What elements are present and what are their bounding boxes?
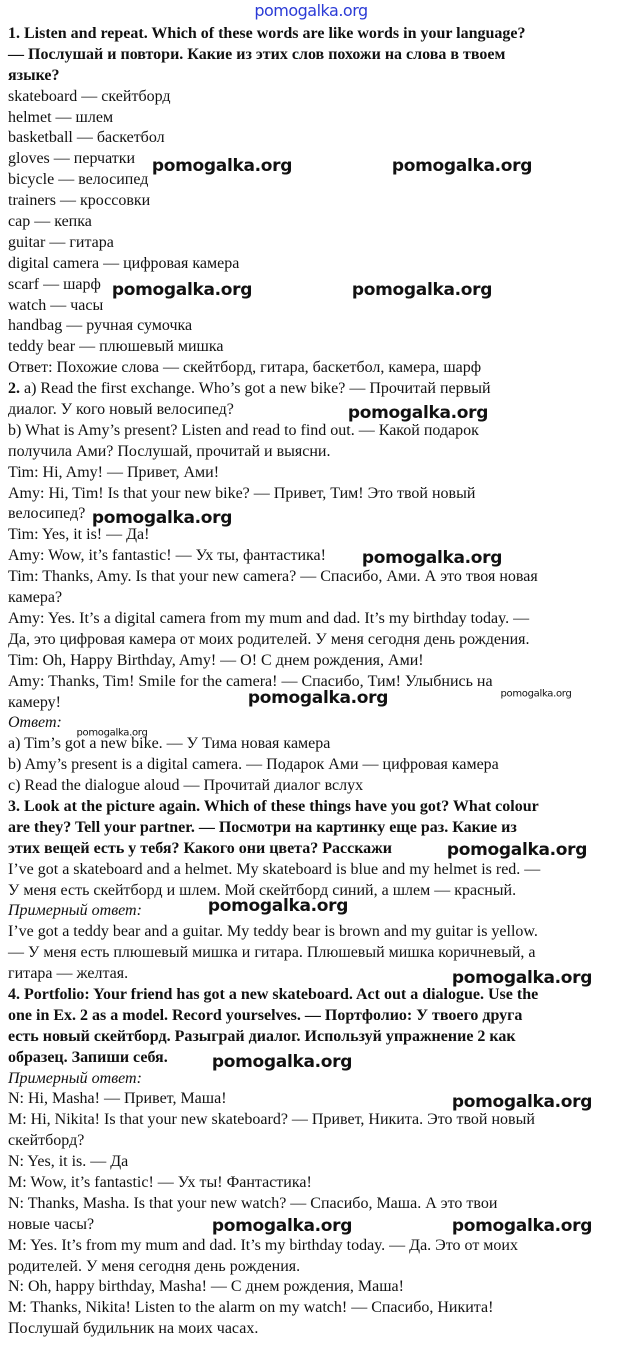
text-line bbox=[8, 609, 620, 630]
text-line bbox=[8, 1257, 620, 1278]
line-text: trainers — кроссовки bbox=[8, 192, 151, 210]
line-text: Да, это цифровая камера от моих родителей. У меня сегодня день рождения. bbox=[8, 630, 530, 648]
watermark: pomogalka.org bbox=[451, 1092, 593, 1112]
text-line bbox=[8, 860, 620, 881]
text-line bbox=[8, 588, 620, 609]
line-text: велосипед? bbox=[8, 505, 86, 523]
exercise-heading-line bbox=[8, 797, 620, 818]
line-text: Tim: Thanks, Amy. Is that your new camera? — Спасибо, Ами. А это твоя новая bbox=[8, 568, 538, 586]
exercise-heading-line bbox=[8, 1027, 620, 1048]
exercise-heading-line bbox=[8, 66, 620, 87]
watermark: pomogalka.org bbox=[391, 156, 533, 176]
line-text: камеру! bbox=[8, 693, 61, 711]
text-line bbox=[8, 463, 620, 484]
exercise-number: 2. bbox=[8, 380, 20, 398]
text-line bbox=[8, 254, 620, 275]
line-text: Amy: Wow, it’s fantastic! — Ух ты, фантастика! bbox=[8, 547, 326, 565]
line-text: are they? Tell your partner. — Посмотри на картинку еще раз. Какие из bbox=[8, 818, 517, 836]
text-line bbox=[8, 233, 620, 254]
text-line bbox=[8, 1131, 620, 1152]
line-text: есть новый скейтборд. Разыграй диалог. Используй упражнение 2 как bbox=[8, 1027, 516, 1045]
line-text: a) Read the first exchange. Who’s got a new bike? — Прочитай первый bbox=[20, 380, 491, 398]
text-line bbox=[8, 1173, 620, 1194]
text-line bbox=[8, 630, 620, 651]
line-text: Amy: Yes. It’s a digital camera from my mum and dad. It’s my birthday today. — bbox=[8, 609, 530, 627]
line-text: cap — кепка bbox=[8, 213, 92, 231]
line-text: N: Oh, happy birthday, Masha! — С днем рождения, Маша! bbox=[8, 1278, 404, 1296]
text-line bbox=[8, 1152, 620, 1173]
watermark: pomogalka.org bbox=[347, 403, 489, 423]
line-text: M: Yes. It’s from my mum and dad. It’s my birthday today. — Да. Это от моих bbox=[8, 1236, 518, 1254]
line-text: — У меня есть плюшевый мишка и гитара. Плюшевый мишка коричневый, а bbox=[8, 944, 536, 962]
text-line bbox=[8, 379, 620, 400]
line-text: диалог. У кого новый велосипед? bbox=[8, 401, 234, 419]
text-line bbox=[8, 87, 620, 108]
line-text: Послушай будильник на моих часах. bbox=[8, 1320, 259, 1338]
watermark: pomogalka.org bbox=[446, 840, 588, 860]
text-line bbox=[8, 1298, 620, 1319]
watermark: pomogalka.org bbox=[451, 1216, 593, 1236]
line-text: teddy bear — плюшевый мишка bbox=[8, 338, 224, 356]
text-line bbox=[8, 212, 620, 233]
text-line bbox=[8, 1277, 620, 1298]
text-line bbox=[8, 1236, 620, 1257]
line-text: новые часы? bbox=[8, 1215, 95, 1233]
text-line bbox=[8, 525, 620, 546]
watermark: pomogalka.org bbox=[207, 896, 349, 916]
site-watermark-header: pomogalka.org bbox=[254, 1, 368, 20]
line-text: skateboard — скейтборд bbox=[8, 87, 171, 105]
line-text: Tim: Yes, it is! — Да! bbox=[8, 526, 150, 544]
line-text: — Послушай и повтори. Какие из этих слов похожи на слова в твоем bbox=[8, 45, 506, 63]
line-text: handbag — ручная сумочка bbox=[8, 317, 193, 335]
line-text: 3. Look at the picture again. Which of these things have you got? What colour bbox=[8, 797, 539, 815]
watermark: pomogalka.org bbox=[351, 280, 493, 300]
line-text: У меня есть скейтборд и шлем. Мой скейтборд синий, а шлем — красный. bbox=[8, 881, 517, 899]
text-line bbox=[8, 651, 620, 672]
line-text: c) Read the dialogue aloud — Прочитай диалог вслух bbox=[8, 777, 364, 795]
text-line bbox=[8, 922, 620, 943]
line-text: Amy: Hi, Tim! Is that your new bike? — Привет, Тим! Это твой новый bbox=[8, 484, 476, 502]
line-text: N: Thanks, Masha. Is that your new watch? — Спасибо, Маша. А это твои bbox=[8, 1194, 498, 1212]
watermark: pomogalka.org bbox=[361, 548, 503, 568]
watermark: pomogalka.org bbox=[91, 508, 233, 528]
text-line bbox=[8, 943, 620, 964]
line-text: образец. Запиши себя. bbox=[8, 1048, 168, 1066]
watermark: pomogalka.org bbox=[211, 1216, 353, 1236]
line-text: digital camera — цифровая камера bbox=[8, 254, 240, 272]
line-text: helmet — шлем bbox=[8, 108, 114, 126]
exercise-heading-line bbox=[8, 45, 620, 66]
line-text: камера? bbox=[8, 589, 63, 607]
watermark: pomogalka.org bbox=[76, 727, 148, 739]
text-line bbox=[8, 316, 620, 337]
text-line bbox=[8, 442, 620, 463]
line-text: watch — часы bbox=[8, 296, 104, 314]
text-line bbox=[8, 337, 620, 358]
exercise-heading-line bbox=[8, 818, 620, 839]
line-text: этих вещей есть у тебя? Какого они цвета? Расскажи bbox=[8, 839, 392, 857]
line-text: M: Thanks, Nikita! Listen to the alarm on my watch! — Спасибо, Никита! bbox=[8, 1299, 494, 1317]
line-text: M: Hi, Nikita! Is that your new skateboard? — Привет, Никита. Это твой новый bbox=[8, 1111, 535, 1129]
text-line bbox=[8, 776, 620, 797]
text-line bbox=[8, 1110, 620, 1131]
text-line bbox=[8, 567, 620, 588]
line-text: 1. Listen and repeat. Which of these words are like words in your language? bbox=[8, 25, 526, 42]
line-text: скейтборд? bbox=[8, 1132, 85, 1150]
text-line bbox=[8, 128, 620, 149]
text-line bbox=[8, 1319, 620, 1340]
line-text: I’ve got a teddy bear and a guitar. My teddy bear is brown and my guitar is yellow. bbox=[8, 923, 538, 941]
line-text: gloves — перчатки bbox=[8, 150, 136, 168]
watermark: pomogalka.org bbox=[500, 688, 572, 700]
line-text: guitar — гитара bbox=[8, 233, 114, 251]
text-line bbox=[8, 191, 620, 212]
line-text: b) Amy’s present is a digital camera. — Подарок Ами — цифровая камера bbox=[8, 756, 499, 774]
line-text: Примерный ответ: bbox=[8, 902, 142, 920]
document-text bbox=[8, 24, 620, 1340]
watermark: pomogalka.org bbox=[247, 688, 389, 708]
line-text: гитара — желтая. bbox=[8, 965, 129, 983]
line-text: Tim: Oh, Happy Birthday, Amy! — О! С днем рождения, Ами! bbox=[8, 651, 424, 669]
line-text: Ответ: bbox=[8, 714, 62, 732]
exercise-heading-line bbox=[8, 1006, 620, 1027]
line-text: родителей. У меня сегодня день рождения. bbox=[8, 1257, 301, 1275]
line-text: I’ve got a skateboard and a helmet. My skateboard is blue and my helmet is red. — bbox=[8, 860, 541, 878]
text-line bbox=[8, 108, 620, 129]
watermark: pomogalka.org bbox=[211, 1052, 353, 1072]
line-text: M: Wow, it’s fantastic! — Ух ты! Фантастика! bbox=[8, 1173, 312, 1191]
line-text: N: Yes, it is. — Да bbox=[8, 1153, 129, 1171]
text-line bbox=[8, 400, 620, 421]
text-line bbox=[8, 275, 620, 296]
line-text: 4. Portfolio: Your friend has got a new skateboard. Act out a dialogue. Use the bbox=[8, 985, 539, 1003]
exercise-heading-line bbox=[8, 985, 620, 1006]
watermark: pomogalka.org bbox=[451, 968, 593, 988]
line-text: Ответ: Похожие слова — скейтборд, гитара, баскетбол, камера, шарф bbox=[8, 359, 482, 377]
text-line bbox=[8, 755, 620, 776]
text-line bbox=[8, 1194, 620, 1215]
text-line bbox=[8, 484, 620, 505]
line-text: Примерный ответ: bbox=[8, 1069, 142, 1087]
line-text: basketball — баскетбол bbox=[8, 129, 165, 147]
line-text: bicycle — велосипед bbox=[8, 171, 149, 189]
line-text: языке? bbox=[8, 66, 60, 84]
text-line bbox=[8, 358, 620, 379]
exercise-heading-line bbox=[8, 24, 620, 45]
line-text: Tim: Hi, Amy! — Привет, Ами! bbox=[8, 463, 220, 481]
watermark: pomogalka.org bbox=[151, 156, 293, 176]
text-line bbox=[8, 546, 620, 567]
text-line bbox=[8, 421, 620, 442]
line-text: one in Ex. 2 as a model. Record yourselves. — Портфолио: У твоего друга bbox=[8, 1006, 523, 1024]
line-text: scarf — шарф bbox=[8, 275, 101, 293]
watermark: pomogalka.org bbox=[111, 280, 253, 300]
line-text: N: Hi, Masha! — Привет, Маша! bbox=[8, 1090, 227, 1108]
text-line bbox=[8, 296, 620, 317]
line-text: Amy: Thanks, Tim! Smile for the camera! — Спасибо, Тим! Улыбнись на bbox=[8, 672, 493, 690]
line-text: получила Ами? Послушай, прочитай и выясни. bbox=[8, 442, 331, 460]
line-text: b) What is Amy’s present? Listen and read to find out. — Какой подарок bbox=[8, 421, 479, 439]
line-text: a) Tim’s got a new bike. — У Тима новая камера bbox=[8, 735, 331, 753]
